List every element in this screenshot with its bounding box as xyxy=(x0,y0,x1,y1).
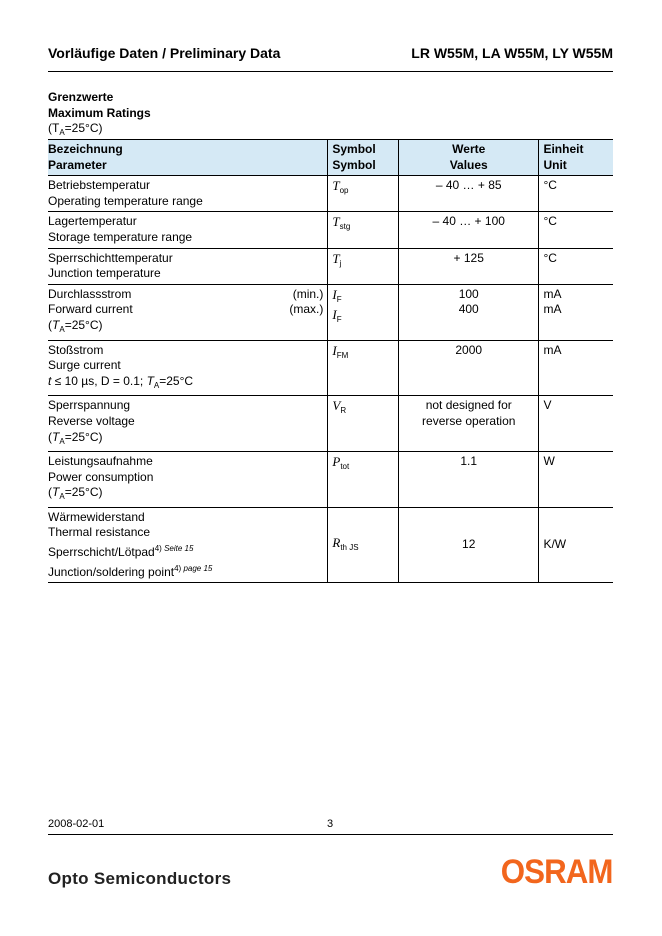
symbol-cell: $T_j$ xyxy=(328,248,399,284)
value-cell: 100 400 xyxy=(398,284,538,340)
table-row xyxy=(48,212,613,248)
header-values: Werte Values xyxy=(398,140,538,176)
section-title-de: Grenzwerte xyxy=(48,90,114,104)
value-cell: not designed for reverse operation xyxy=(398,396,538,452)
parameter-cell: Sperrschichttemperatur Junction temperature xyxy=(48,248,328,284)
symbol-cell: $R_{th JS}$ xyxy=(328,507,399,582)
symbol-cell: $P_{tot}$ xyxy=(328,452,399,508)
osram-logo: OSRAM xyxy=(501,853,613,891)
page-number: 3 xyxy=(327,818,334,830)
parameter-cell: Sperrspannung Reverse voltage $(T_A=25^\circ C)$ xyxy=(48,396,328,452)
parameter-cell: Lagertemperatur Storage temperature range xyxy=(48,212,328,248)
unit-cell: °C xyxy=(539,212,613,248)
parameter-cell: Leistungsaufnahme Power consumption $(T_A=25^\circ C)$ xyxy=(48,452,328,508)
section-condition: $(T_A=25^\circ C)$ xyxy=(48,121,103,137)
table-row xyxy=(48,340,613,396)
unit-cell: K/W xyxy=(539,507,613,582)
parameter-cell: Betriebstemperatur Operating temperature range xyxy=(48,176,328,212)
unit-cell: V xyxy=(539,396,613,452)
unit-cell: mA xyxy=(539,340,613,396)
symbol-cell: $I_{FM}$ xyxy=(328,340,399,396)
value-cell: 2000 xyxy=(398,340,538,396)
header-unit: Einheit Unit xyxy=(539,140,613,176)
table-row xyxy=(48,396,613,452)
table-row xyxy=(48,248,613,284)
table-row xyxy=(48,507,613,582)
unit-cell: mA mA xyxy=(539,284,613,340)
value-cell: + 125 xyxy=(398,248,538,284)
symbol-cell: $T_{stg}$ xyxy=(328,212,399,248)
header-parameter: Bezeichnung Parameter xyxy=(48,140,328,176)
footer-date: 2008-02-01 xyxy=(48,818,105,830)
symbol-cell: $V_R$ xyxy=(328,396,399,452)
section-title-en: Maximum Ratings xyxy=(48,105,151,120)
header-divider xyxy=(48,71,613,72)
table-header-row xyxy=(48,140,613,176)
value-cell: 1.1 xyxy=(398,452,538,508)
value-cell: – 40 … + 85 xyxy=(398,176,538,212)
document-title: Vorläufige Daten / Preliminary Data xyxy=(48,45,281,61)
symbol-cell: $I_F$ $I_F$ xyxy=(328,284,399,340)
unit-cell: °C xyxy=(539,176,613,212)
footer-divider xyxy=(48,834,613,835)
maximum-ratings-table xyxy=(48,139,613,583)
parameter-cell: Stoßstrom Surge current t ≤ 10 µs, D = 0.1; $T_A=25^\circ C$ xyxy=(48,340,328,396)
unit-cell: °C xyxy=(539,248,613,284)
header-symbol: Symbol Symbol xyxy=(328,140,399,176)
value-cell: – 40 … + 100 xyxy=(398,212,538,248)
value-cell: 12 xyxy=(398,507,538,582)
brand-tagline: Opto Semiconductors xyxy=(48,869,232,888)
table-row xyxy=(48,452,613,508)
table-row xyxy=(48,176,613,212)
parameter-cell: Durchlassstrom (min.) Forward current (max.) $(T_A=25^\circ C)$ xyxy=(48,284,328,340)
unit-cell: W xyxy=(539,452,613,508)
section-heading xyxy=(48,90,151,141)
parameter-cell: Wärmewiderstand Thermal resistance Sperrschicht/Lötpad$^{4)}$ $^{Seite 15}$ Junction/soldering point$^{4)}$ $^{page 15}$ xyxy=(48,507,328,582)
symbol-cell: $T_{op}$ xyxy=(328,176,399,212)
table-row xyxy=(48,284,613,340)
product-names: LR W55M, LA W55M, LY W55M xyxy=(411,45,613,61)
